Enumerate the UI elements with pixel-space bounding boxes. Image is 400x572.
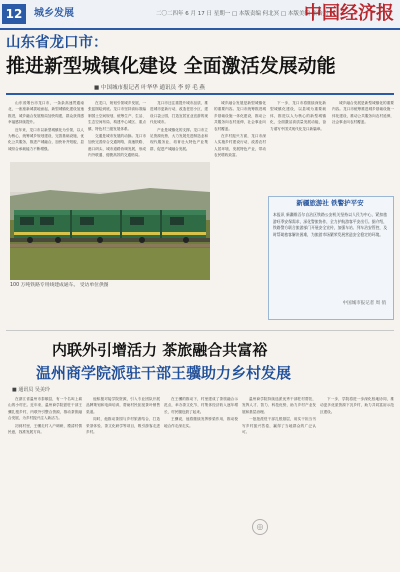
- article2-column-4: [242, 396, 316, 516]
- article1-column-6: [332, 100, 394, 192]
- paragraph: 交通是城市发展的动脉。龙口市加快完善综合交通网络，高速铁路、港口码头、城市道路协调发展，形成内外联通、便捷高效的交通格局。: [88, 134, 146, 158]
- article2-column-3: [164, 396, 238, 566]
- paragraph: 山东省烟台市龙口市，一条条高速贯通南北，一座座新城拔地而起，新型城镇化建设加速推进，城乡融合发展格局加快构建，群众获得感幸福感持续提升。: [8, 101, 84, 125]
- paragraph: 王骥说，他将继续发挥桥梁作用，推动校地合作走深走实。: [164, 417, 238, 428]
- page-number: 12: [2, 4, 26, 24]
- article-byline: ■ 中国城市报记者 叶华华 通讯员 李 婷 毛 燕: [94, 85, 205, 91]
- paragraph: 下一步，龙口市将继续深化新型城镇化建设，以县城为重要载体，推进以人为核心的新型城镇化，全面激活高质量发展动能，奋力谱写中国式现代化龙口新篇章。: [270, 101, 326, 131]
- paragraph: 在浙江省温州市泰顺县，有一个名叫上翁山的小村庄。近年来，温州商学院派驻干部王骥扎根乡村，内联外引整合资源，推动茶旅融合发展，为乡村振兴注入新活力。: [8, 397, 82, 421]
- article1-column-3: [150, 100, 208, 160]
- article1-column-4: [214, 100, 266, 325]
- sidebar-title: 新疆旅游社 铁警护平安: [296, 199, 364, 207]
- circle-stamp-icon: ◎: [252, 519, 268, 535]
- sidebar-signature: 中国城市报记者 周 俏: [342, 301, 386, 306]
- article1-column-2: [88, 100, 146, 160]
- article2-column-1: [8, 396, 82, 566]
- headline-rule: [6, 93, 394, 95]
- article1-column-5: [270, 100, 326, 192]
- paragraph: 他积极对接学院资源，引入专业团队开展品牌策划和电商培训，帮助村民拓宽茶叶销售渠道。: [86, 397, 160, 414]
- dateline: 二〇二四年 6 月 17 日 星期一 □ 本版责编 何北冥 □ 本版美编 张怡杰: [156, 11, 329, 17]
- article-headline: 推进新型城镇化建设 全面激活发展动能: [6, 55, 336, 77]
- paragraph: 近年来，龙口市以新型城镇化为引领，以人为核心，统筹城乡规划建设，完善基础设施，优化公共服务，推进产城融合，加快补齐短板，县城综合承载能力不断增强。: [8, 127, 84, 151]
- article2-column-2: [86, 396, 160, 566]
- paragraph: 在乡村振兴方面，龙口市深入实施乡村建设行动，改善农村人居环境，发展特色产业，带动农民增收致富。: [214, 134, 266, 158]
- paragraph: 城乡融合发展是新型城镇化的重要内容。龙口市统筹推进城乡基础设施一体化建设，推动公共服务向农村延伸，社会事业向农村覆盖。: [214, 101, 266, 131]
- paragraph: 龙口市还注重提升城市品质，推进城市更新行动，改造老旧小区，建设口袋公园，打造宜居宜业宜游的现代化城市。: [150, 101, 208, 125]
- paragraph: 下一步，学院将进一步深化校地协同，推动更多优质资源下沉乡村，助力共同富裕示范区建设。: [320, 397, 394, 414]
- article1-column-1: [8, 100, 84, 160]
- paragraph: 产业是城镇化的支撑。龙口市立足资源优势，大力发展先进制造业和现代服务业，培育壮大特色产业集群，促进产城融合发展。: [150, 127, 208, 151]
- masthead-brand: 中国经济报: [304, 3, 394, 24]
- paragraph: 一批批派驻干部扎根基层，用实干担当书写乡村振兴答卷，赢得了当地群众的广泛认可。: [242, 417, 316, 435]
- train-photo: [10, 162, 210, 280]
- paragraph: 初到村里，王骥走村入户调研，摸清村情民意，找准发展方向。: [8, 423, 82, 435]
- article-divider: [6, 330, 394, 331]
- paragraph: 在王骥的推动下，村里建成了茶旅融合示范点，举办茶文化节，村集体经济收入逐年增长，村民腰包鼓了起来。: [164, 397, 238, 414]
- article-kicker: 山东省龙口市：: [6, 35, 108, 51]
- article2-byline: ■ 通讯员 吴美玲: [12, 387, 50, 393]
- article2-subheadline: 温州商学院派驻干部王骥助力乡村发展: [36, 364, 292, 382]
- sidebar-body: 本报讯 新疆维吾尔自治区铁路公安机关坚持以人民为中心，紧扣旅游旺季安保需求，深化警旅协作，全力护航游客平安出行。据介绍，铁路警方联合旅游部门开展安全宣传，加强车站、列车治安管控，及时帮助旅客解决困难，为旅游市场繁荣发展营造安全稳定的环境。: [273, 212, 387, 237]
- article2-column-5: [320, 396, 394, 566]
- paragraph: 同时，他推动茶园与乡村旅游结合，打造采茶体验、茶文化研学等项目，吸引游客走进乡村。: [86, 417, 160, 435]
- photo-caption: 100 万吨铁路专用线建成通车。 受访单位供图: [10, 283, 109, 288]
- page-header: [0, 0, 400, 30]
- paragraph: 温州商学院持续选派优秀干部驻村帮扶，发挥人才、智力、科技优势，助力乡村产业发展和基层治理。: [242, 397, 316, 414]
- article2-headline: 内联外引增活力 茶旅融合共富裕: [52, 341, 268, 359]
- section-name: 城乡发展: [34, 8, 74, 19]
- paragraph: 城乡融合发展是新型城镇化的重要内容。龙口市统筹推进城乡基础设施一体化建设，推动公共服务向农村延伸，社会事业向农村覆盖。: [332, 101, 394, 125]
- paragraph: 在龙口，规划引领城乡发展，一张蓝图绘到底。龙口市坚持高标准编制国土空间规划，统筹生产、生活、生态空间布局，构建中心城区、重点镇、特色村三级发展体系。: [88, 101, 146, 131]
